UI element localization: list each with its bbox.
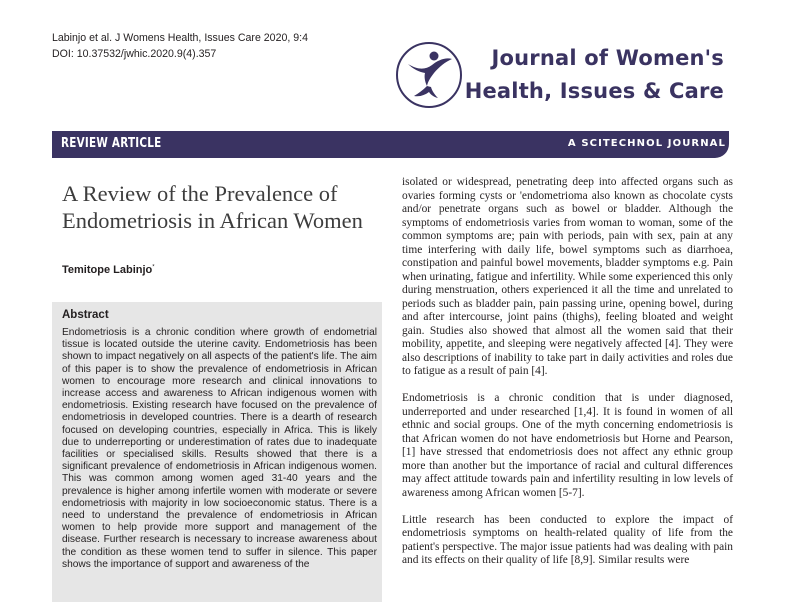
abstract-heading: Abstract [62, 309, 109, 321]
article-type-label: REVIEW ARTICLE [61, 136, 162, 151]
body-paragraph: isolated or widespread, penetrating deep into affected organs such as ovaries forming cysts or 'endometrioma also known as chocolate cysts and/or penetrate organs such as bowel or bladder. Although the symptoms of endometriosis varies from woman to woman, some of the common symptoms are; pain with periods, pain with sex, pain at any time interfering with daily life, bowel symptoms such as diarrhoea, constipation and painful bowel movements, bladder symptoms e.g. Pain when urinating, fatigue and infertility. While some experienced this only during menstruation, others experienced it all the time and unrelated to periods such as bladder pain, pain passing urine, opening bowel, during and after intercourse, joint pains (thighs), feeling bloated and weight gain. Studies also showed that almost all the women said that their mobility, appetite, and sleeping were negatively affected [4]. They were also descriptions of inability to take part in daily activities and roles due to fatigue as a result of pain [4]. [402, 176, 733, 377]
abstract-box [52, 302, 382, 602]
body-paragraph: Little research has been conducted to explore the impact of endometriosis symptoms on health-related quality of life from the patient's perspective. The major issue patients had was dealing with pain and its effects on their quality of life [8,9]. Similar results were [402, 513, 733, 566]
journal-name-line2: Health, Issues & Care [464, 79, 724, 103]
abstract-text: Endometriosis is a chronic condition where growth of endometrial tissue is located outside the uterine cavity. Endometriosis has been shown to impact negatively on all aspects of the patient's life. The aim of this paper is to show the prevalence of endometriosis in African women to encourage more research and clinical innovations to increase access and awareness to African indigenous women with endometriosis. Existing research have focused on the prevalence of endometriosis in developed countries. There is a dearth of research focused on developing countries, especially in Africa. This is likely due to underreporting or underestimation of rates due to inadequate facilities or specialised skills. Results showed that there is a significant prevalence of endometriosis in African indigenous women. This was common among women aged 31-40 years and the prevalence is higher among infertile women with moderate or severe endometriosis with majority in low socioeconomic status. There is a need to understand the prevalence of endometriosis in African women to help provide more support and management of the disease. Further research is necessary to increase awareness about the condition as these women tend to suffer in silence. This paper shows the importance of support and awareness of the [62, 327, 377, 570]
article-title: A Review of the Prevalence of Endometriosis in African Women [62, 181, 363, 233]
publisher-label: A SCITECHNOL JOURNAL [567, 138, 726, 149]
journal-name [465, 42, 724, 108]
woman-figure-logo-icon [394, 40, 464, 110]
author-name [62, 264, 155, 276]
citation-block [52, 30, 308, 62]
body-paragraph: Endometriosis is a chronic condition that is under diagnosed, underreported and under researched [1,4]. It is found in women of all ethnic and social groups. One of the myth concerning endometriosis is that African women do not have endometriosis but Horne and Pearson, [1] have stressed that endometriosis does not affect any ethnic group more than another but the importance of racial and cultural differences may affect attitude towards pain and infertility resulting in low levels of awareness among African women [5-7]. [402, 392, 733, 499]
article-type-banner [52, 131, 729, 158]
body-column [402, 176, 733, 581]
citation-line: Labinjo et al. J Womens Health, Issues Care 2020, 9:4 [52, 32, 308, 44]
author-name-text: Temitope Labinjo [62, 264, 153, 276]
author-affiliation-marker: * [152, 264, 155, 271]
doi-line: DOI: 10.37532/jwhic.2020.9(4).357 [52, 48, 217, 60]
journal-name-line1: Journal of Women's [491, 46, 724, 70]
